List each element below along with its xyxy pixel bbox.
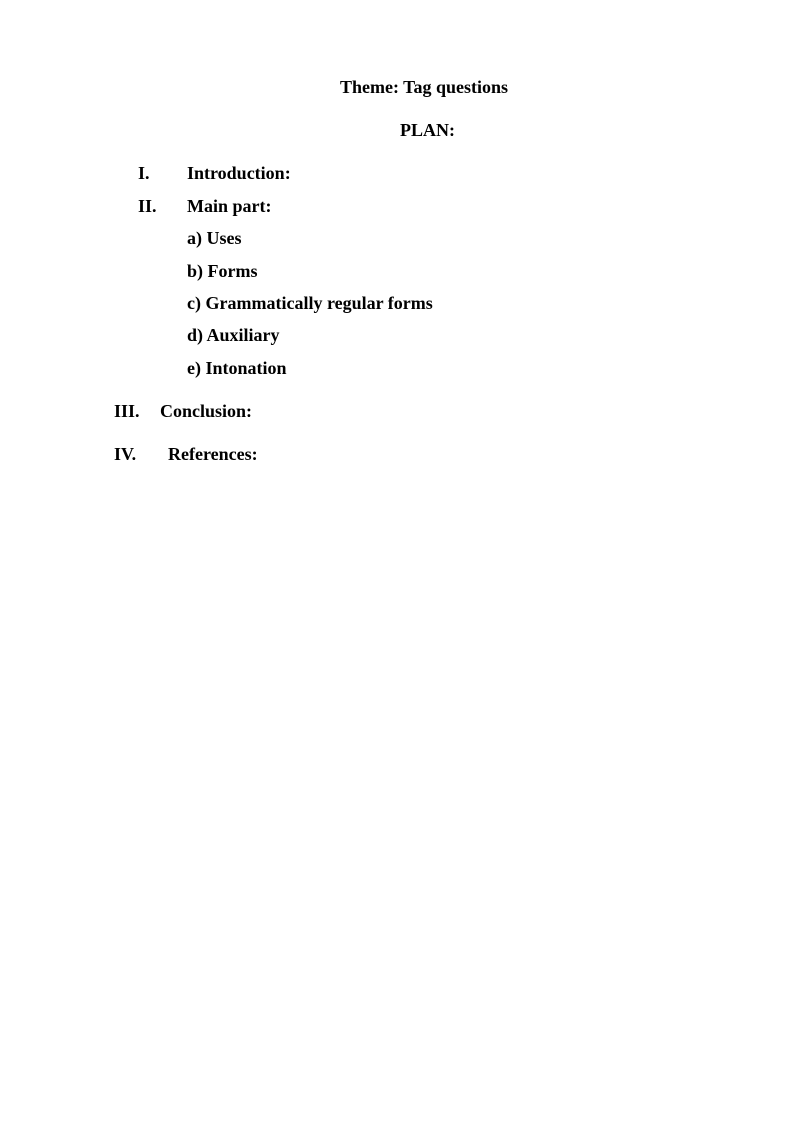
section-label-conclusion: Conclusion: (160, 401, 253, 421)
plan-heading: PLAN: (400, 120, 455, 140)
section-label-references: References: (168, 444, 258, 464)
main-part-item-regular-forms: c) Grammatically regular forms (187, 293, 433, 313)
section-numeral-conclusion: III. (114, 401, 140, 421)
document-title: Theme: Tag questions (340, 77, 509, 97)
main-part-item-uses: a) Uses (187, 228, 242, 248)
section-numeral-introduction: I. (138, 163, 150, 183)
main-part-item-forms: b) Forms (187, 261, 258, 281)
section-numeral-references: IV. (114, 444, 137, 464)
main-part-item-intonation: e) Intonation (187, 358, 287, 378)
section-label-introduction: Introduction: (187, 163, 291, 183)
main-part-item-auxiliary: d) Auxiliary (187, 325, 280, 345)
section-numeral-main-part: II. (138, 196, 157, 216)
section-label-main-part: Main part: (187, 196, 272, 216)
